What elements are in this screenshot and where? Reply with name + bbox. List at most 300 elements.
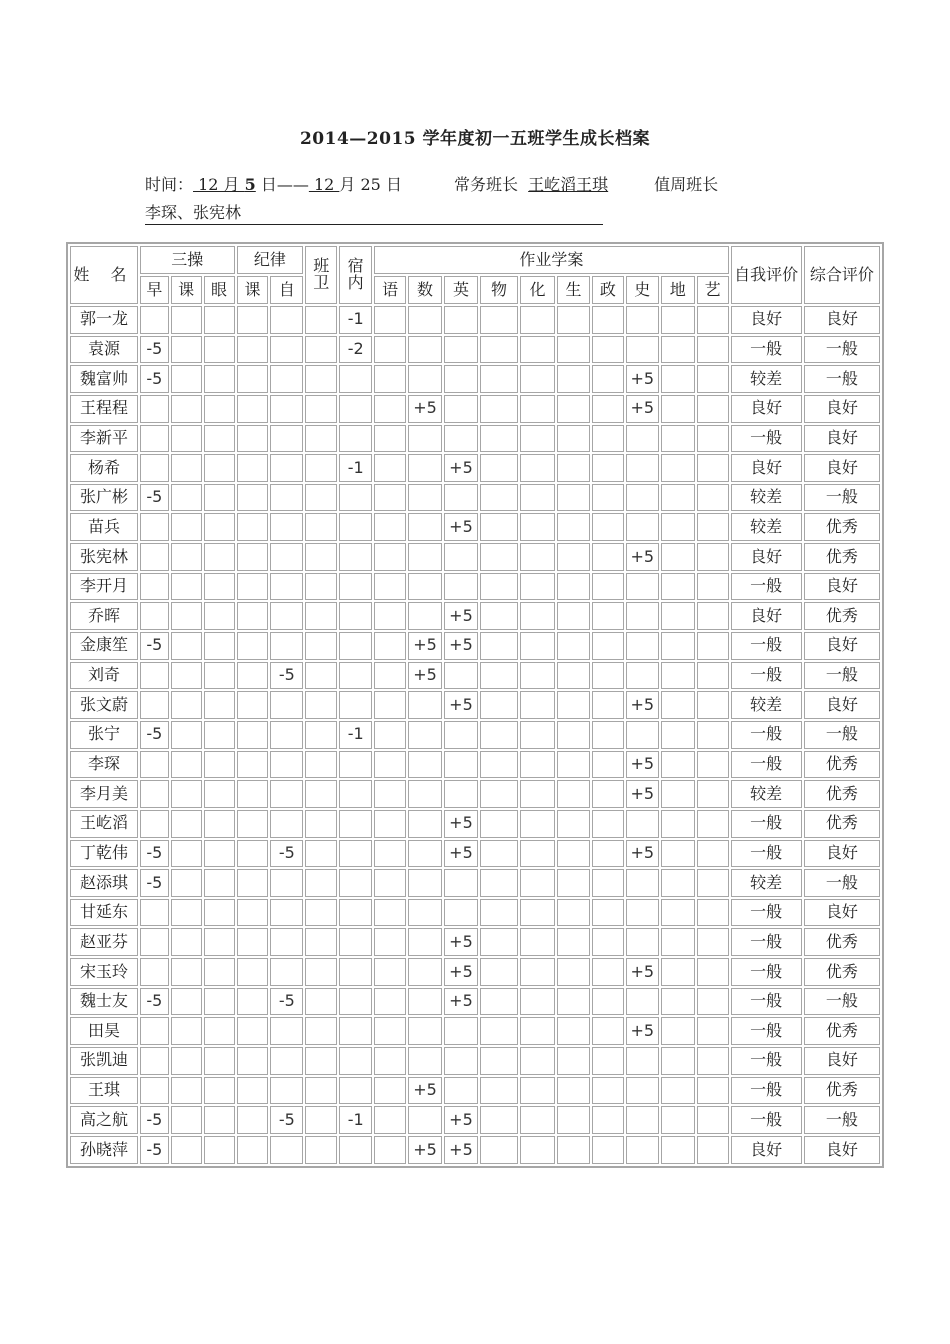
score-cell	[592, 691, 624, 719]
student-name: 张文蔚	[70, 691, 138, 719]
score-cell	[661, 751, 695, 779]
score-cell	[697, 1047, 729, 1075]
score-cell	[204, 632, 235, 660]
score-cell: +5	[444, 1136, 478, 1164]
score-cell	[444, 395, 478, 423]
score-cell	[140, 513, 169, 541]
self-eval-cell: 一般	[731, 336, 802, 364]
table-row	[70, 1106, 880, 1134]
score-cell	[520, 365, 555, 393]
score-cell	[520, 869, 555, 897]
table-row	[70, 662, 880, 690]
score-cell	[661, 1106, 695, 1134]
score-cell: +5	[444, 840, 478, 868]
overall-eval-cell: 优秀	[804, 751, 880, 779]
table-row	[70, 780, 880, 808]
score-cell	[204, 573, 235, 601]
score-cell	[444, 1077, 478, 1105]
score-cell	[270, 958, 303, 986]
score-cell	[557, 306, 590, 334]
score-cell	[520, 928, 555, 956]
score-cell	[305, 662, 337, 690]
score-cell	[339, 691, 372, 719]
score-cell	[408, 1017, 442, 1045]
self-eval-cell: 较差	[731, 513, 802, 541]
header-sunei: 宿内	[339, 246, 372, 304]
score-cell	[592, 988, 624, 1016]
score-cell	[204, 513, 235, 541]
score-cell	[270, 1047, 303, 1075]
student-name: 李开月	[70, 573, 138, 601]
score-cell	[557, 1136, 590, 1164]
score-cell	[557, 395, 590, 423]
score-cell	[520, 780, 555, 808]
score-cell	[626, 899, 659, 927]
score-cell	[237, 543, 269, 571]
score-cell	[339, 928, 372, 956]
score-cell	[305, 751, 337, 779]
overall-eval-cell: 一般	[804, 365, 880, 393]
score-cell	[204, 691, 235, 719]
score-cell	[557, 899, 590, 927]
score-cell: -2	[339, 336, 372, 364]
score-cell	[520, 810, 555, 838]
score-cell	[270, 751, 303, 779]
score-cell	[237, 1106, 269, 1134]
score-cell: -5	[140, 840, 169, 868]
self-eval-cell: 一般	[731, 928, 802, 956]
score-cell	[661, 988, 695, 1016]
score-cell	[237, 1017, 269, 1045]
self-eval-cell: 一般	[731, 632, 802, 660]
score-cell	[480, 1077, 518, 1105]
score-cell	[520, 958, 555, 986]
score-cell	[305, 1047, 337, 1075]
overall-eval-cell: 一般	[804, 1106, 880, 1134]
score-cell	[237, 454, 269, 482]
score-cell	[626, 632, 659, 660]
score-cell	[270, 543, 303, 571]
score-cell	[557, 869, 590, 897]
sub-header-6: 数	[408, 276, 442, 304]
score-cell	[661, 899, 695, 927]
score-cell	[305, 336, 337, 364]
score-cell	[171, 1047, 202, 1075]
score-cell	[480, 662, 518, 690]
score-cell	[339, 395, 372, 423]
overall-eval-cell: 优秀	[804, 513, 880, 541]
score-cell	[557, 1106, 590, 1134]
score-cell	[480, 869, 518, 897]
score-cell	[339, 869, 372, 897]
score-cell	[374, 1106, 406, 1134]
score-cell	[140, 780, 169, 808]
score-cell: +5	[408, 662, 442, 690]
score-cell	[305, 1077, 337, 1105]
score-cell	[661, 602, 695, 630]
score-cell: +5	[444, 958, 478, 986]
student-name: 张广彬	[70, 484, 138, 512]
student-name: 孙晓萍	[70, 1136, 138, 1164]
score-cell	[408, 1047, 442, 1075]
score-cell	[237, 958, 269, 986]
score-cell: -5	[140, 632, 169, 660]
score-cell	[697, 810, 729, 838]
score-cell	[592, 1047, 624, 1075]
score-cell	[270, 1017, 303, 1045]
score-cell: -5	[140, 721, 169, 749]
score-cell	[339, 1017, 372, 1045]
score-cell	[140, 573, 169, 601]
score-cell	[592, 513, 624, 541]
score-cell	[374, 425, 406, 453]
score-cell	[592, 899, 624, 927]
score-cell	[374, 573, 406, 601]
sub-header-2: 眼	[204, 276, 235, 304]
score-cell	[661, 958, 695, 986]
score-cell	[520, 1017, 555, 1045]
score-cell	[626, 810, 659, 838]
score-cell	[557, 365, 590, 393]
score-cell	[444, 662, 478, 690]
score-cell	[270, 602, 303, 630]
score-cell: -1	[339, 721, 372, 749]
score-cell	[171, 1106, 202, 1134]
student-name: 王琪	[70, 1077, 138, 1105]
score-cell	[661, 484, 695, 512]
score-cell	[520, 1136, 555, 1164]
score-cell	[339, 1047, 372, 1075]
score-cell	[140, 1077, 169, 1105]
score-cell	[592, 869, 624, 897]
table-row	[70, 751, 880, 779]
score-cell: -5	[140, 484, 169, 512]
score-cell	[204, 780, 235, 808]
score-cell	[520, 543, 555, 571]
score-cell: -1	[339, 1106, 372, 1134]
score-cell: -5	[270, 1106, 303, 1134]
score-cell	[237, 721, 269, 749]
score-cell	[305, 988, 337, 1016]
score-cell	[444, 1047, 478, 1075]
score-cell	[270, 691, 303, 719]
sub-header-7: 英	[444, 276, 478, 304]
score-cell	[557, 1047, 590, 1075]
score-cell	[339, 425, 372, 453]
score-cell	[408, 751, 442, 779]
score-cell	[171, 1017, 202, 1045]
self-eval-cell: 一般	[731, 573, 802, 601]
score-cell	[374, 632, 406, 660]
score-cell: -1	[339, 454, 372, 482]
score-cell	[697, 1017, 729, 1045]
score-cell	[592, 632, 624, 660]
score-cell	[557, 958, 590, 986]
score-cell	[270, 869, 303, 897]
score-cell	[520, 573, 555, 601]
score-cell: +5	[626, 365, 659, 393]
score-cell	[305, 573, 337, 601]
score-cell	[408, 899, 442, 927]
score-cell	[171, 840, 202, 868]
score-cell	[204, 425, 235, 453]
score-cell	[339, 602, 372, 630]
score-cell	[626, 662, 659, 690]
table-body	[70, 306, 880, 1164]
score-cell	[626, 513, 659, 541]
score-cell	[270, 632, 303, 660]
score-cell	[592, 662, 624, 690]
score-cell: +5	[626, 751, 659, 779]
score-cell	[171, 365, 202, 393]
score-cell	[140, 1017, 169, 1045]
self-eval-cell: 一般	[731, 1017, 802, 1045]
score-cell	[171, 1077, 202, 1105]
score-cell	[592, 306, 624, 334]
score-cell	[480, 336, 518, 364]
score-cell	[171, 810, 202, 838]
overall-eval-cell: 良好	[804, 632, 880, 660]
score-cell	[140, 543, 169, 571]
score-cell	[557, 543, 590, 571]
score-cell	[626, 336, 659, 364]
score-cell	[697, 632, 729, 660]
score-cell	[520, 395, 555, 423]
score-cell: +5	[444, 1106, 478, 1134]
score-cell	[339, 810, 372, 838]
student-name: 刘奇	[70, 662, 138, 690]
score-cell	[661, 1017, 695, 1045]
score-cell	[661, 810, 695, 838]
score-cell: -1	[339, 306, 372, 334]
start-month: 12 月	[193, 175, 245, 194]
score-cell	[305, 869, 337, 897]
overall-eval-cell: 一般	[804, 988, 880, 1016]
score-cell	[171, 573, 202, 601]
score-cell	[520, 454, 555, 482]
student-name: 赵亚芬	[70, 928, 138, 956]
self-eval-cell: 一般	[731, 662, 802, 690]
score-cell	[661, 425, 695, 453]
table-row	[70, 602, 880, 630]
score-cell	[557, 780, 590, 808]
score-cell	[697, 1077, 729, 1105]
overall-eval-cell: 优秀	[804, 928, 880, 956]
score-cell	[204, 454, 235, 482]
score-cell	[480, 721, 518, 749]
score-cell	[480, 484, 518, 512]
self-eval-cell: 一般	[731, 958, 802, 986]
score-cell: +5	[444, 602, 478, 630]
score-cell	[520, 336, 555, 364]
score-cell	[661, 691, 695, 719]
score-cell	[270, 306, 303, 334]
table-row	[70, 840, 880, 868]
score-cell	[480, 988, 518, 1016]
score-cell	[305, 780, 337, 808]
overall-eval-cell: 优秀	[804, 810, 880, 838]
overall-eval-cell: 良好	[804, 395, 880, 423]
score-cell	[626, 484, 659, 512]
score-cell	[140, 662, 169, 690]
score-cell	[480, 543, 518, 571]
score-cell	[204, 395, 235, 423]
table-row	[70, 454, 880, 482]
score-cell	[626, 454, 659, 482]
header-zuoye: 作业学案	[374, 246, 729, 274]
score-cell	[204, 988, 235, 1016]
score-cell	[592, 1017, 624, 1045]
score-cell	[204, 840, 235, 868]
score-cell	[204, 1047, 235, 1075]
score-cell	[171, 988, 202, 1016]
score-cell	[480, 691, 518, 719]
score-cell	[697, 484, 729, 512]
score-cell	[697, 751, 729, 779]
score-cell	[661, 543, 695, 571]
overall-eval-cell: 优秀	[804, 780, 880, 808]
score-cell	[305, 484, 337, 512]
score-cell	[557, 632, 590, 660]
student-name: 甘延东	[70, 899, 138, 927]
score-cell	[171, 454, 202, 482]
score-cell	[270, 780, 303, 808]
overall-eval-cell: 良好	[804, 1136, 880, 1164]
header-overall-eval: 综合评价	[804, 246, 880, 304]
score-cell	[697, 306, 729, 334]
score-cell	[480, 425, 518, 453]
score-cell	[408, 869, 442, 897]
score-cell	[697, 602, 729, 630]
score-cell	[270, 513, 303, 541]
overall-eval-cell: 优秀	[804, 1017, 880, 1045]
score-cell	[444, 751, 478, 779]
student-name: 赵添琪	[70, 869, 138, 897]
score-cell	[171, 869, 202, 897]
score-cell	[444, 365, 478, 393]
self-eval-cell: 一般	[731, 899, 802, 927]
table-row	[70, 1017, 880, 1045]
score-cell	[408, 513, 442, 541]
score-cell	[237, 365, 269, 393]
score-cell	[592, 810, 624, 838]
score-cell	[592, 721, 624, 749]
score-cell	[171, 721, 202, 749]
score-cell	[270, 928, 303, 956]
score-cell	[444, 573, 478, 601]
overall-eval-cell: 良好	[804, 454, 880, 482]
table-row	[70, 632, 880, 660]
score-cell	[661, 780, 695, 808]
sub-header-8: 物	[480, 276, 518, 304]
score-cell	[592, 454, 624, 482]
score-cell	[408, 306, 442, 334]
score-cell	[270, 336, 303, 364]
score-cell	[204, 602, 235, 630]
score-cell	[520, 721, 555, 749]
student-name: 魏富帅	[70, 365, 138, 393]
score-cell	[374, 751, 406, 779]
self-eval-cell: 较差	[731, 484, 802, 512]
score-cell	[592, 365, 624, 393]
score-cell	[697, 899, 729, 927]
score-cell	[237, 691, 269, 719]
score-cell	[374, 1047, 406, 1075]
score-cell	[339, 958, 372, 986]
score-cell	[339, 365, 372, 393]
overall-eval-cell: 优秀	[804, 1077, 880, 1105]
score-cell	[661, 365, 695, 393]
score-cell	[270, 573, 303, 601]
date-dash: 日——	[255, 175, 309, 194]
score-cell	[339, 484, 372, 512]
header-name: 姓 名	[70, 246, 138, 304]
score-cell	[305, 513, 337, 541]
self-eval-cell: 良好	[731, 602, 802, 630]
score-cell	[557, 454, 590, 482]
score-cell: -5	[140, 988, 169, 1016]
table-row	[70, 1136, 880, 1164]
table-row	[70, 513, 880, 541]
score-cell	[171, 928, 202, 956]
header-self-eval: 自我评价	[731, 246, 802, 304]
score-cell	[171, 1136, 202, 1164]
score-cell	[237, 1136, 269, 1164]
score-cell	[374, 602, 406, 630]
score-cell	[305, 365, 337, 393]
score-cell	[204, 810, 235, 838]
score-cell	[305, 543, 337, 571]
score-cell	[140, 691, 169, 719]
weekly-monitor-names: 李琛、张宪林	[145, 200, 603, 225]
score-cell	[520, 899, 555, 927]
score-cell: +5	[626, 780, 659, 808]
score-cell	[626, 1047, 659, 1075]
score-cell	[171, 780, 202, 808]
score-cell	[592, 395, 624, 423]
header-line-1	[145, 172, 718, 195]
overall-eval-cell: 良好	[804, 573, 880, 601]
score-cell	[171, 602, 202, 630]
score-cell	[237, 780, 269, 808]
score-cell	[697, 1106, 729, 1134]
self-eval-cell: 一般	[731, 840, 802, 868]
score-cell	[237, 928, 269, 956]
score-cell	[408, 454, 442, 482]
score-cell: +5	[408, 1136, 442, 1164]
score-cell	[661, 869, 695, 897]
self-eval-cell: 一般	[731, 1106, 802, 1134]
self-eval-cell: 一般	[731, 751, 802, 779]
score-cell	[339, 988, 372, 1016]
header-line-2	[145, 200, 603, 225]
score-cell	[444, 425, 478, 453]
sub-header-5: 语	[374, 276, 406, 304]
score-cell	[237, 662, 269, 690]
score-cell	[697, 869, 729, 897]
score-cell	[557, 928, 590, 956]
score-cell	[557, 662, 590, 690]
score-cell	[305, 840, 337, 868]
score-cell	[592, 602, 624, 630]
score-cell	[305, 810, 337, 838]
score-cell	[480, 899, 518, 927]
student-name: 张凯迪	[70, 1047, 138, 1075]
score-cell	[374, 928, 406, 956]
score-cell: +5	[626, 1017, 659, 1045]
score-cell	[237, 899, 269, 927]
score-cell	[140, 602, 169, 630]
